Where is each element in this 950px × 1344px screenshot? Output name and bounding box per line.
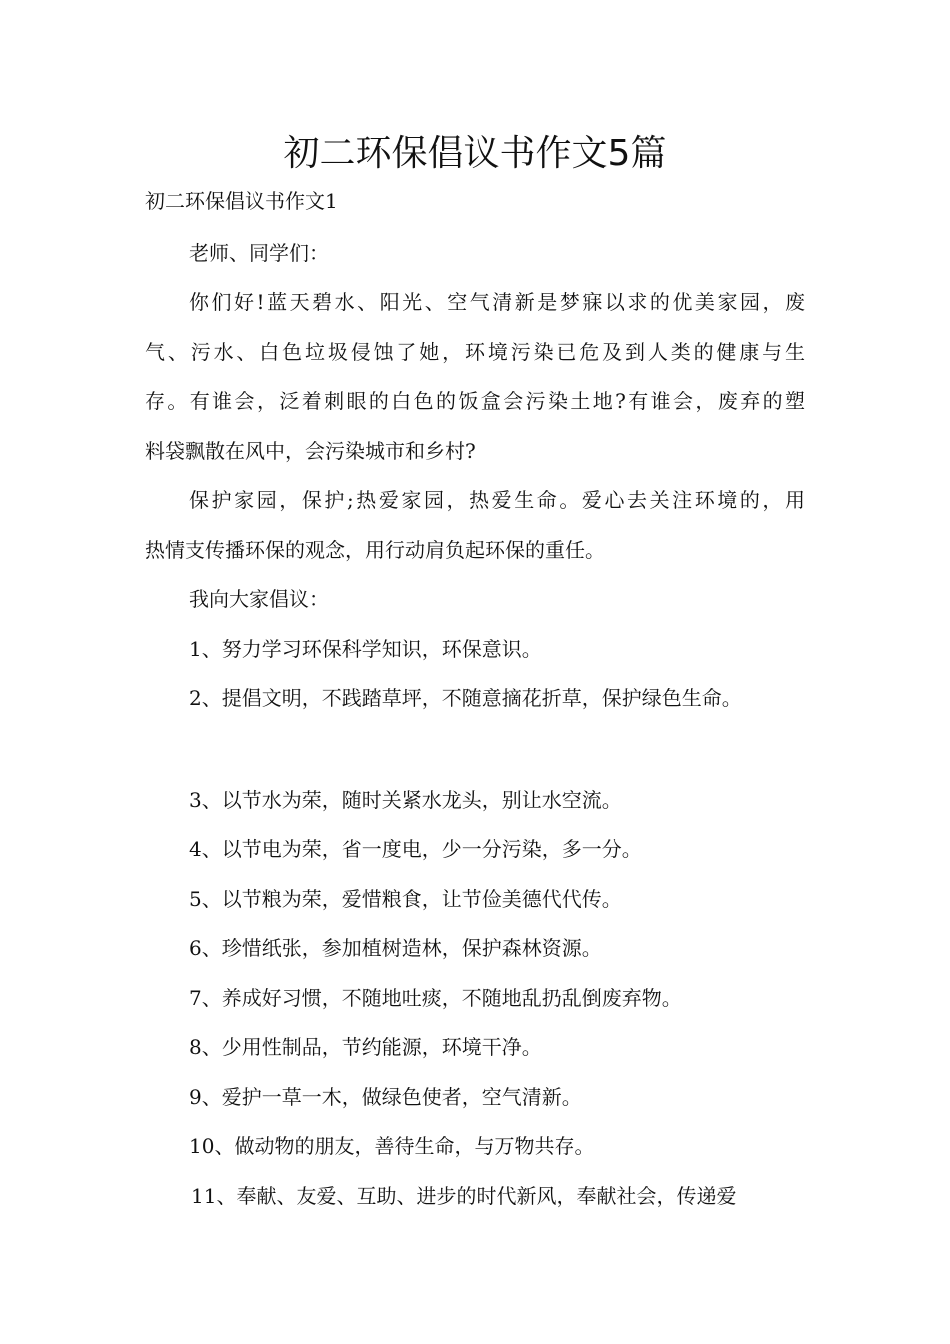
list-item: 8、少用性制品，节约能源，环境干净。: [189, 1035, 542, 1059]
list-item: 5、以节粮为荣，爱惜粮食，让节俭美德代代传。: [189, 887, 622, 911]
list-item: 7、养成好习惯，不随地吐痰，不随地乱扔乱倒废弃物。: [189, 986, 682, 1010]
list-item: 2、提倡文明，不践踏草坪，不随意摘花折草，保护绿色生命。: [189, 686, 742, 710]
paragraph-line: 气、污水、白色垃圾侵蚀了她，环境污染已危及到人类的健康与生: [145, 340, 805, 364]
list-item: 6、珍惜纸张，参加植树造林，保护森林资源。: [189, 936, 602, 960]
paragraph-line: 存。有谁会，泛着刺眼的白色的饭盒会污染土地?有谁会，废弃的塑: [145, 389, 805, 413]
paragraph-line: 保护家园，保护;热爱家园，热爱生命。爱心去关注环境的，用: [189, 488, 805, 512]
document-subtitle: 初二环保倡议书作文1: [145, 189, 338, 213]
list-item: 3、以节水为荣，随时关紧水龙头，别让水空流。: [189, 788, 622, 812]
document-title: 初二环保倡议书作文5篇: [283, 133, 667, 174]
paragraph-line: 热情支传播环保的观念，用行动肩负起环保的重任。: [145, 538, 605, 562]
greeting: 老师、同学们：: [189, 241, 329, 265]
paragraph-line: 你们好!蓝天碧水、阳光、空气清新是梦寐以求的优美家园，废: [189, 290, 805, 314]
list-item: 11、奉献、友爱、互助、进步的时代新风，奉献社会，传递爱: [191, 1184, 737, 1208]
paragraph-line: 料袋飘散在风中，会污染城市和乡村?: [145, 439, 476, 463]
list-item: 4、以节电为荣，省一度电，少一分污染，多一分。: [189, 837, 642, 861]
list-item: 9、爱护一草一木，做绿色使者，空气清新。: [189, 1085, 582, 1109]
list-item: 10、做动物的朋友，善待生命，与万物共存。: [189, 1134, 595, 1158]
list-item: 1、努力学习环保科学知识，环保意识。: [189, 637, 542, 661]
proposal-intro: 我向大家倡议：: [189, 587, 329, 611]
